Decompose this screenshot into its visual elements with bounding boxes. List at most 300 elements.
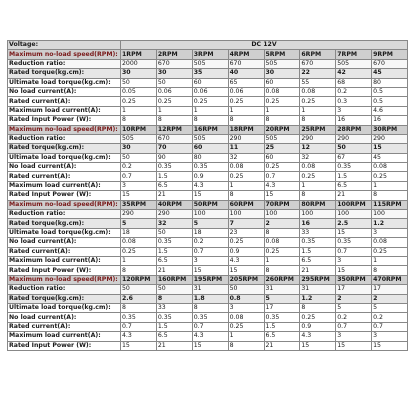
- table-cell: 4.3: [192, 181, 228, 190]
- table-cell: 1: [121, 256, 157, 265]
- reduction-label: Reduction ratio:: [8, 210, 121, 219]
- max-current-row: [8, 106, 408, 115]
- table-cell: 15: [372, 144, 408, 153]
- table-cell: 0.25: [300, 172, 336, 181]
- table-cell: 5: [336, 303, 372, 312]
- table-cell: 2.6: [121, 294, 157, 303]
- noload-current-row: [8, 163, 408, 172]
- table-cell: 2000: [121, 59, 157, 68]
- table-cell: 670: [228, 59, 264, 68]
- table-cell: 16RPM: [192, 125, 228, 134]
- table-cell: 60: [192, 144, 228, 153]
- table-cell: 0.35: [300, 238, 336, 247]
- table-cell: 7RPM: [336, 50, 372, 59]
- speed-row: [8, 275, 408, 284]
- table-cell: 100: [300, 210, 336, 219]
- table-cell: 5: [372, 303, 408, 312]
- table-cell: 8: [156, 294, 192, 303]
- reduction-row: [8, 210, 408, 219]
- table-cell: 100: [192, 210, 228, 219]
- table-cell: 0.25: [228, 322, 264, 331]
- table-cell: 290: [300, 134, 336, 143]
- table-cell: 670: [156, 134, 192, 143]
- table-cell: 40: [228, 69, 264, 78]
- table-cell: 0.3: [336, 97, 372, 106]
- table-cell: 21: [264, 341, 300, 350]
- table-cell: 60: [192, 78, 228, 87]
- table-cell: 8: [156, 116, 192, 125]
- table-cell: 4RPM: [228, 50, 264, 59]
- table-cell: 8: [372, 191, 408, 200]
- table-cell: 0.25: [300, 313, 336, 322]
- max-current-label: Maximum load current(A):: [8, 181, 121, 190]
- table-cell: 505: [264, 134, 300, 143]
- table-cell: 20RPM: [264, 125, 300, 134]
- table-cell: 1: [228, 332, 264, 341]
- table-cell: 0.25: [264, 163, 300, 172]
- table-cell: 350RPM: [336, 275, 372, 284]
- rated-current-label: Rated current(A):: [8, 97, 121, 106]
- table-cell: 50: [121, 285, 157, 294]
- table-cell: 30: [121, 144, 157, 153]
- table-cell: 8: [300, 191, 336, 200]
- table-cell: 15: [192, 341, 228, 350]
- table-cell: 100: [264, 210, 300, 219]
- ultimate-row: [8, 228, 408, 237]
- table-cell: 50: [121, 153, 157, 162]
- table-cell: 8: [228, 191, 264, 200]
- table-cell: 0.06: [192, 87, 228, 96]
- reduction-label: Reduction ratio:: [8, 134, 121, 143]
- table-cell: 50: [121, 78, 157, 87]
- table-cell: 0.35: [264, 313, 300, 322]
- table-cell: 205RPM: [228, 275, 264, 284]
- table-cell: 32: [156, 219, 192, 228]
- table-cell: 4.3: [300, 332, 336, 341]
- table-cell: 0.08: [300, 163, 336, 172]
- table-cell: 290: [372, 134, 408, 143]
- table-cell: 0.08: [264, 87, 300, 96]
- table-cell: 115RPM: [372, 200, 408, 209]
- table-cell: 3: [336, 106, 372, 115]
- table-cell: 18RPM: [228, 125, 264, 134]
- rated-current-row: [8, 322, 408, 331]
- noload-current-label: No load current(A):: [8, 163, 121, 172]
- table-cell: 70: [156, 144, 192, 153]
- table-cell: 0.25: [228, 238, 264, 247]
- table-cell: 505: [192, 134, 228, 143]
- table-cell: 1: [264, 106, 300, 115]
- ultimate-label: Ultimate load torque(kg.cm):: [8, 78, 121, 87]
- table-cell: 16: [300, 219, 336, 228]
- input-power-row: [8, 116, 408, 125]
- table-cell: 45: [372, 69, 408, 78]
- table-cell: 0.2: [336, 87, 372, 96]
- table-cell: 80RPM: [300, 200, 336, 209]
- rated-current-row: [8, 172, 408, 181]
- table-cell: 50: [156, 285, 192, 294]
- table-cell: 0.08: [372, 238, 408, 247]
- max-current-label: Maximum load current(A):: [8, 106, 121, 115]
- table-cell: 290: [156, 210, 192, 219]
- table-cell: 5: [121, 219, 157, 228]
- table-cell: 0.08: [300, 87, 336, 96]
- table-cell: 0.35: [156, 313, 192, 322]
- table-cell: 45: [372, 153, 408, 162]
- noload-current-label: No load current(A):: [8, 313, 121, 322]
- table-cell: 505: [264, 59, 300, 68]
- table-cell: 23: [228, 228, 264, 237]
- torque-row: [8, 69, 408, 78]
- table-cell: 8: [121, 303, 157, 312]
- torque-label: Rated torque(kg.cm):: [8, 219, 121, 228]
- reduction-row: [8, 134, 408, 143]
- table-cell: 0.35: [192, 313, 228, 322]
- table-cell: 50: [336, 144, 372, 153]
- table-cell: 0.25: [300, 97, 336, 106]
- table-cell: 290: [336, 134, 372, 143]
- table-cell: 80: [192, 153, 228, 162]
- noload-current-row: [8, 313, 408, 322]
- table-cell: 6.5: [300, 256, 336, 265]
- table-cell: 40RPM: [156, 200, 192, 209]
- table-cell: 90: [156, 153, 192, 162]
- table-cell: 8: [264, 228, 300, 237]
- noload-current-label: No load current(A):: [8, 238, 121, 247]
- table-cell: 0.25: [121, 247, 157, 256]
- table-cell: 0.7: [192, 247, 228, 256]
- table-cell: 0.08: [372, 163, 408, 172]
- table-cell: 0.25: [121, 97, 157, 106]
- table-cell: 55: [300, 78, 336, 87]
- input-power-row: [8, 191, 408, 200]
- max-current-row: [8, 332, 408, 341]
- table-cell: 8: [372, 266, 408, 275]
- noload-current-row: [8, 238, 408, 247]
- table-cell: 0.08: [264, 238, 300, 247]
- table-cell: 6RPM: [300, 50, 336, 59]
- table-cell: 0.7: [264, 172, 300, 181]
- speed-row: [8, 125, 408, 134]
- table-cell: 670: [156, 59, 192, 68]
- table-cell: 0.25: [264, 247, 300, 256]
- table-cell: 160RPM: [156, 275, 192, 284]
- table-cell: 1.5: [264, 322, 300, 331]
- speed-row: [8, 50, 408, 59]
- table-cell: 15: [300, 341, 336, 350]
- table-cell: 33: [156, 303, 192, 312]
- table-cell: 31: [264, 285, 300, 294]
- table-cell: 1: [228, 106, 264, 115]
- table-cell: 65: [228, 78, 264, 87]
- table-cell: 6.5: [264, 332, 300, 341]
- table-cell: 80: [372, 78, 408, 87]
- table-cell: 0.35: [156, 238, 192, 247]
- table-cell: 120RPM: [121, 275, 157, 284]
- table-cell: 21: [336, 191, 372, 200]
- table-cell: 8: [228, 341, 264, 350]
- table-cell: 0.9: [192, 172, 228, 181]
- table-cell: 2: [372, 294, 408, 303]
- table-cell: 0.25: [372, 247, 408, 256]
- table-cell: 50: [156, 78, 192, 87]
- table-cell: 290: [121, 210, 157, 219]
- ultimate-label: Ultimate load torque(kg.cm):: [8, 228, 121, 237]
- input-power-label: Rated Input Power (W):: [8, 191, 121, 200]
- table-cell: 0.25: [264, 97, 300, 106]
- table-cell: 7: [228, 219, 264, 228]
- table-cell: 8: [264, 266, 300, 275]
- table-cell: 21: [156, 191, 192, 200]
- table-cell: 0.08: [228, 163, 264, 172]
- table-cell: 8: [300, 303, 336, 312]
- table-cell: 0.7: [121, 172, 157, 181]
- table-cell: 12RPM: [156, 125, 192, 134]
- table-cell: 0.9: [228, 247, 264, 256]
- table-cell: 0.2: [192, 238, 228, 247]
- rated-current-row: [8, 247, 408, 256]
- table-cell: 33: [300, 228, 336, 237]
- torque-label: Rated torque(kg.cm):: [8, 69, 121, 78]
- table-cell: 100: [336, 210, 372, 219]
- torque-row: [8, 294, 408, 303]
- table-cell: 505: [336, 59, 372, 68]
- table-cell: 21: [156, 341, 192, 350]
- reduction-label: Reduction ratio:: [8, 59, 121, 68]
- table-cell: 470RPM: [372, 275, 408, 284]
- table-cell: 32: [228, 153, 264, 162]
- table-cell: 67: [336, 153, 372, 162]
- table-cell: 505: [192, 59, 228, 68]
- table-cell: 18: [121, 228, 157, 237]
- input-power-row: [8, 266, 408, 275]
- table-cell: 3: [228, 303, 264, 312]
- table-cell: 15: [228, 266, 264, 275]
- torque-row: [8, 219, 408, 228]
- table-cell: 15: [264, 191, 300, 200]
- table-cell: 0.7: [121, 322, 157, 331]
- rated-current-label: Rated current(A):: [8, 322, 121, 331]
- table-cell: 32: [300, 153, 336, 162]
- reduction-row: [8, 285, 408, 294]
- table-cell: 0.7: [336, 247, 372, 256]
- table-cell: 50: [156, 228, 192, 237]
- table-cell: 3: [336, 332, 372, 341]
- ultimate-row: [8, 153, 408, 162]
- table-cell: 2.5: [336, 219, 372, 228]
- table-cell: 3: [192, 256, 228, 265]
- table-cell: 15: [336, 228, 372, 237]
- table-cell: 3: [121, 181, 157, 190]
- table-cell: 31: [300, 285, 336, 294]
- table-cell: 5RPM: [264, 50, 300, 59]
- table-cell: 5: [192, 219, 228, 228]
- table-cell: 1: [372, 181, 408, 190]
- table-cell: 25: [264, 144, 300, 153]
- voltage-row: [8, 41, 408, 50]
- table-cell: 8: [192, 303, 228, 312]
- table-cell: 1: [228, 181, 264, 190]
- max-current-label: Maximum load current(A):: [8, 332, 121, 341]
- table-cell: 1: [372, 256, 408, 265]
- table-cell: 6.5: [156, 181, 192, 190]
- noload-current-label: No load current(A):: [8, 87, 121, 96]
- table-cell: 0.35: [336, 163, 372, 172]
- table-cell: 0.25: [372, 172, 408, 181]
- table-cell: 1.5: [156, 247, 192, 256]
- noload-current-row: [8, 87, 408, 96]
- table-cell: 30RPM: [372, 125, 408, 134]
- table-cell: 4.3: [192, 332, 228, 341]
- table-cell: 0.7: [336, 322, 372, 331]
- table-cell: 15: [192, 191, 228, 200]
- table-cell: 30: [264, 69, 300, 78]
- table-cell: 9RPM: [372, 50, 408, 59]
- table-cell: 28RPM: [336, 125, 372, 134]
- table-cell: 0.8: [228, 294, 264, 303]
- table-cell: 30: [156, 69, 192, 78]
- voltage-label: Voltage:: [8, 41, 121, 50]
- table-cell: 1.5: [300, 247, 336, 256]
- torque-label: Rated torque(kg.cm):: [8, 144, 121, 153]
- table-cell: 0.2: [336, 313, 372, 322]
- table-cell: 18: [192, 228, 228, 237]
- table-cell: 1.5: [156, 172, 192, 181]
- table-cell: 2: [336, 294, 372, 303]
- table-cell: 68: [336, 78, 372, 87]
- torque-label: Rated torque(kg.cm):: [8, 294, 121, 303]
- table-cell: 0.25: [228, 97, 264, 106]
- table-cell: 3: [372, 228, 408, 237]
- input-power-row: [8, 341, 408, 350]
- table-cell: 1.2: [372, 219, 408, 228]
- reduction-label: Reduction ratio:: [8, 285, 121, 294]
- table-cell: 0.25: [156, 97, 192, 106]
- table-cell: 3: [372, 332, 408, 341]
- speed-label: Maximum no-load speed(RPM):: [8, 200, 121, 209]
- table-cell: 1.5: [336, 172, 372, 181]
- rated-current-row: [8, 97, 408, 106]
- table-cell: 30: [121, 69, 157, 78]
- table-cell: 0.05: [121, 87, 157, 96]
- table-cell: 17: [264, 303, 300, 312]
- table-cell: 0.35: [192, 163, 228, 172]
- table-cell: 21: [300, 266, 336, 275]
- speed-label: Maximum no-load speed(RPM):: [8, 275, 121, 284]
- table-cell: 1: [264, 256, 300, 265]
- table-cell: 16: [336, 116, 372, 125]
- speed-row: [8, 200, 408, 209]
- table-cell: 0.2: [372, 313, 408, 322]
- table-cell: 5: [264, 294, 300, 303]
- table-cell: 0.35: [336, 238, 372, 247]
- table-cell: 42: [336, 69, 372, 78]
- table-cell: 0.2: [121, 163, 157, 172]
- table-cell: 35RPM: [121, 200, 157, 209]
- reduction-row: [8, 59, 408, 68]
- table-cell: 17: [372, 285, 408, 294]
- table-cell: 0.35: [121, 313, 157, 322]
- table-cell: 670: [300, 59, 336, 68]
- speed-label: Maximum no-load speed(RPM):: [8, 125, 121, 134]
- table-cell: 16: [372, 116, 408, 125]
- table-cell: 31: [192, 285, 228, 294]
- table-cell: 60: [264, 153, 300, 162]
- torque-row: [8, 144, 408, 153]
- table-cell: 15: [192, 266, 228, 275]
- table-cell: 505: [121, 134, 157, 143]
- table-cell: 0.7: [192, 322, 228, 331]
- max-current-label: Maximum load current(A):: [8, 256, 121, 265]
- table-cell: 4.3: [121, 332, 157, 341]
- table-cell: 11: [228, 144, 264, 153]
- table-cell: 0.9: [300, 322, 336, 331]
- table-cell: 4.3: [264, 181, 300, 190]
- table-cell: 195RPM: [192, 275, 228, 284]
- input-power-label: Rated Input Power (W):: [8, 266, 121, 275]
- table-cell: 21: [156, 266, 192, 275]
- rated-current-label: Rated current(A):: [8, 247, 121, 256]
- rated-current-label: Rated current(A):: [8, 172, 121, 181]
- table-cell: 100RPM: [336, 200, 372, 209]
- table-cell: 15: [336, 266, 372, 275]
- table-cell: 3: [336, 256, 372, 265]
- spec-table-body: [8, 41, 408, 351]
- table-cell: 6.5: [336, 181, 372, 190]
- table-cell: 12: [300, 144, 336, 153]
- table-cell: 10RPM: [121, 125, 157, 134]
- table-cell: 2RPM: [156, 50, 192, 59]
- table-cell: 1: [156, 106, 192, 115]
- table-cell: 50: [228, 285, 264, 294]
- table-cell: 8: [192, 116, 228, 125]
- table-cell: 100: [372, 210, 408, 219]
- input-power-label: Rated Input Power (W):: [8, 341, 121, 350]
- max-current-row: [8, 256, 408, 265]
- table-cell: 22: [300, 69, 336, 78]
- table-cell: 0.5: [372, 87, 408, 96]
- table-cell: 295RPM: [300, 275, 336, 284]
- table-cell: 0.08: [228, 313, 264, 322]
- ultimate-label: Ultimate load torque(kg.cm):: [8, 153, 121, 162]
- table-cell: 1.8: [192, 294, 228, 303]
- input-power-label: Rated Input Power (W):: [8, 116, 121, 125]
- table-cell: 8: [228, 116, 264, 125]
- table-cell: 1.2: [300, 294, 336, 303]
- table-cell: 0.08: [121, 238, 157, 247]
- table-cell: 0.06: [228, 87, 264, 96]
- table-cell: 8: [121, 116, 157, 125]
- table-cell: 50RPM: [192, 200, 228, 209]
- ultimate-row: [8, 303, 408, 312]
- speed-label: Maximum no-load speed(RPM):: [8, 50, 121, 59]
- ultimate-row: [8, 78, 408, 87]
- table-cell: 70RPM: [264, 200, 300, 209]
- table-cell: 1RPM: [121, 50, 157, 59]
- table-cell: 0.25: [228, 172, 264, 181]
- table-cell: 4.6: [372, 106, 408, 115]
- table-cell: 0.06: [156, 87, 192, 96]
- table-cell: 6.5: [156, 332, 192, 341]
- table-cell: 1: [121, 106, 157, 115]
- table-cell: 3RPM: [192, 50, 228, 59]
- table-cell: 1: [192, 106, 228, 115]
- ultimate-label: Ultimate load torque(kg.cm):: [8, 303, 121, 312]
- table-cell: 60RPM: [228, 200, 264, 209]
- voltage-value: DC 12V: [121, 41, 408, 50]
- table-cell: 15: [372, 341, 408, 350]
- table-cell: 4.3: [228, 256, 264, 265]
